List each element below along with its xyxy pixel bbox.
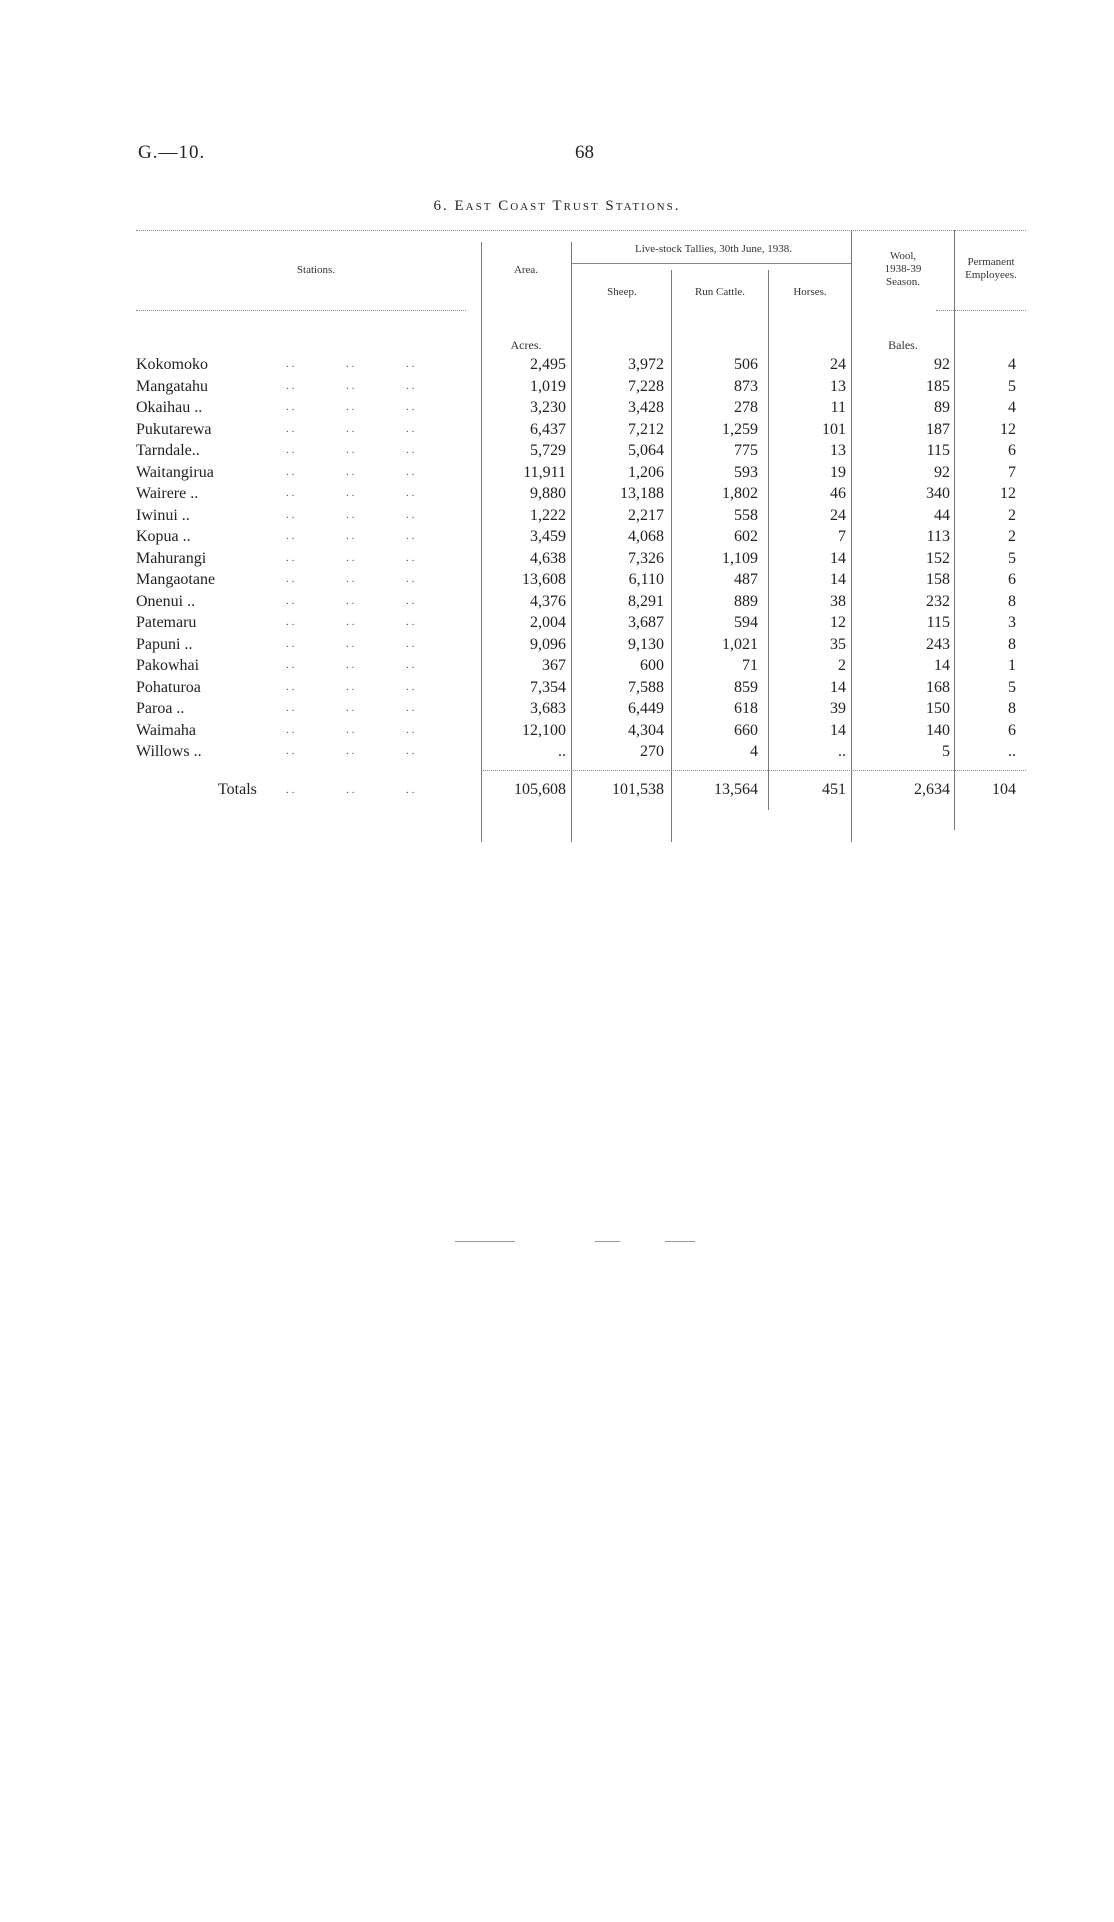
- cell-wool: 92: [934, 463, 950, 481]
- header-area: Area.: [513, 264, 539, 276]
- header-employees-line1: Permanent: [967, 256, 1015, 268]
- cell-area: 9,880: [530, 485, 566, 502]
- header-wool-line3: Season.: [886, 276, 920, 288]
- table-row: [136, 569, 1026, 591]
- cell-run-cattle: 618: [734, 700, 758, 717]
- totals-label: Totals: [218, 781, 257, 798]
- cell-wool: 92: [934, 356, 950, 373]
- cell-horses: 13: [830, 442, 846, 459]
- cell-employees: 5: [1008, 549, 1016, 567]
- table-row: [136, 505, 1026, 527]
- cell-run-cattle: 602: [734, 528, 758, 545]
- cell-sheep: 7,326: [628, 549, 664, 567]
- cell-employees: 4: [1008, 399, 1016, 416]
- station-name: Mangaotane: [136, 571, 216, 588]
- dot-leader: .. .. ..: [286, 659, 418, 671]
- header-wool-line2: 1938-39: [884, 263, 922, 275]
- station-name: Kopua ..: [136, 528, 191, 545]
- header-livestock: Live-stock Tallies, 30th June, 1938.: [635, 243, 792, 255]
- cell-horses: 14: [830, 571, 846, 588]
- station-name: Mahurangi: [136, 549, 207, 567]
- cell-run-cattle: 1,109: [722, 549, 758, 567]
- cell-run-cattle: 660: [734, 721, 758, 739]
- cell-area: 6,437: [530, 420, 566, 438]
- dot-leader: .. .. ..: [286, 422, 418, 435]
- cell-wool: 5: [942, 743, 950, 760]
- cell-horses: 7: [838, 528, 846, 545]
- cell-sheep: 13,188: [620, 485, 664, 502]
- cell-area: 7,354: [530, 678, 566, 696]
- station-name: Pakowhai: [136, 657, 200, 674]
- cell-employees: 8: [1008, 635, 1016, 653]
- cell-area: 2,495: [530, 356, 566, 373]
- cell-employees: 6: [1008, 721, 1016, 739]
- totals-wool: 2,634: [914, 781, 950, 798]
- totals-employees: 104: [992, 781, 1016, 798]
- cell-wool: 158: [926, 571, 950, 588]
- unit-wool: Bales.: [888, 338, 918, 352]
- cell-wool: 168: [926, 678, 950, 696]
- cell-sheep: 5,064: [628, 442, 664, 459]
- cell-run-cattle: 487: [734, 571, 758, 588]
- table-row: [136, 698, 1026, 720]
- section-end-rule-left: [455, 1241, 515, 1242]
- cell-horses: ..: [838, 743, 846, 760]
- table-row: [136, 354, 1026, 376]
- cell-area: 13,608: [522, 571, 566, 588]
- dot-leader: .. .. ..: [286, 573, 418, 585]
- cell-sheep: 3,972: [628, 356, 664, 373]
- header-employees: [956, 256, 1026, 282]
- dot-leader: .. .. ..: [286, 465, 418, 478]
- cell-horses: 2: [838, 657, 846, 674]
- dot-leader: .. .. ..: [286, 358, 418, 370]
- station-name: Papuni ..: [136, 635, 193, 653]
- cell-horses: 13: [830, 377, 846, 395]
- cell-horses: 46: [830, 485, 846, 502]
- cell-employees: 2: [1008, 506, 1016, 524]
- page-number: 68: [575, 142, 594, 163]
- dot-leader: .. .. ..: [286, 379, 418, 392]
- cell-employees: 8: [1008, 700, 1016, 717]
- cell-wool: 340: [926, 485, 950, 502]
- cell-sheep: 3,428: [628, 399, 664, 416]
- header-employees-line2: Employees.: [965, 269, 1017, 281]
- cell-run-cattle: 71: [742, 657, 758, 674]
- cell-area: 1,019: [530, 377, 566, 395]
- dot-leader: .. .. ..: [286, 637, 418, 650]
- cell-area: 9,096: [530, 635, 566, 653]
- cell-run-cattle: 594: [734, 614, 758, 631]
- cell-horses: 19: [830, 463, 846, 481]
- table-row: [136, 741, 1026, 763]
- page-reference: G.—10.: [138, 142, 206, 163]
- cell-wool: 232: [926, 592, 950, 610]
- totals-area: 105,608: [514, 781, 566, 798]
- cell-sheep: 7,228: [628, 377, 664, 395]
- cell-sheep: 7,588: [628, 678, 664, 696]
- header-bottom-rule: [136, 310, 466, 311]
- station-name: Wairere ..: [136, 485, 199, 502]
- cell-horses: 39: [830, 700, 846, 717]
- cell-horses: 24: [830, 506, 846, 524]
- cell-wool: 44: [934, 506, 950, 524]
- cell-wool: 89: [934, 399, 950, 416]
- cell-wool: 243: [926, 635, 950, 653]
- dot-leader: .. .. ..: [286, 702, 418, 714]
- cell-area: ..: [558, 743, 566, 760]
- cell-run-cattle: 593: [734, 463, 758, 481]
- station-name: Waimaha: [136, 721, 197, 739]
- section-end-rule-right: [665, 1241, 695, 1242]
- cell-wool: 150: [926, 700, 950, 717]
- cell-employees: 3: [1008, 614, 1016, 631]
- dot-leader: .. .. ..: [286, 616, 418, 628]
- table-row: [136, 655, 1026, 677]
- header-sheep: Sheep.: [607, 286, 637, 298]
- cell-horses: 11: [830, 399, 846, 416]
- cell-sheep: 6,449: [628, 700, 664, 717]
- station-name: Pohaturoa: [136, 678, 201, 696]
- cell-horses: 38: [830, 592, 846, 610]
- header-wool: [854, 250, 952, 289]
- cell-employees: 8: [1008, 592, 1016, 610]
- cell-wool: 14: [934, 657, 950, 674]
- cell-run-cattle: 278: [734, 399, 758, 416]
- cell-run-cattle: 1,802: [722, 485, 758, 502]
- cell-employees: 5: [1008, 678, 1016, 696]
- cell-area: 3,459: [530, 528, 566, 545]
- cell-run-cattle: 873: [734, 377, 758, 395]
- cell-employees: 4: [1008, 356, 1016, 373]
- station-name: Pukutarewa: [136, 420, 212, 438]
- station-name: Iwinui ..: [136, 506, 190, 524]
- totals-rule: [481, 770, 1026, 771]
- cell-run-cattle: 558: [734, 506, 758, 524]
- cell-employees: 12: [1000, 485, 1016, 502]
- dot-leader: .. .. ..: [286, 745, 418, 757]
- cell-area: 12,100: [522, 721, 566, 739]
- header-horses: Horses.: [793, 286, 827, 298]
- totals-sheep: 101,538: [612, 781, 664, 798]
- totals-horses: 451: [822, 781, 846, 798]
- cell-sheep: 1,206: [628, 463, 664, 481]
- cell-area: 2,004: [530, 614, 566, 631]
- cell-horses: 14: [830, 549, 846, 567]
- station-name: Waitangirua: [136, 463, 214, 481]
- table-body: [136, 354, 1026, 763]
- cell-wool: 140: [926, 721, 950, 739]
- table-row: [136, 419, 1026, 441]
- cell-horses: 14: [830, 721, 846, 739]
- cell-sheep: 4,304: [628, 721, 664, 739]
- cell-employees: 6: [1008, 442, 1016, 459]
- dot-leader: .. .. ..: [286, 401, 418, 413]
- cell-sheep: 600: [640, 657, 664, 674]
- station-name: Patemaru: [136, 614, 197, 631]
- table-row: [136, 548, 1026, 570]
- cell-employees: 2: [1008, 528, 1016, 545]
- dot-leader: .. .. ..: [286, 594, 418, 607]
- dot-leader: .. .. ..: [286, 680, 418, 693]
- header-top-rule: [136, 230, 1026, 231]
- cell-wool: 115: [926, 442, 950, 459]
- station-name: Paroa ..: [136, 700, 185, 717]
- cell-area: 1,222: [530, 506, 566, 524]
- dot-leader: .. .. ..: [286, 444, 418, 456]
- cell-wool: 185: [926, 377, 950, 395]
- cell-employees: 7: [1008, 463, 1016, 481]
- dot-leader: .. .. ..: [286, 530, 418, 542]
- cell-wool: 113: [926, 528, 950, 545]
- cell-horses: 14: [830, 678, 846, 696]
- cell-sheep: 6,110: [628, 571, 664, 588]
- cell-area: 5,729: [530, 442, 566, 459]
- header-stations: Stations.: [296, 264, 336, 276]
- cell-horses: 101: [822, 420, 846, 438]
- cell-run-cattle: 506: [734, 356, 758, 373]
- dot-leader: .. .. ..: [286, 487, 418, 499]
- cell-area: 3,683: [530, 700, 566, 717]
- cell-run-cattle: 775: [734, 442, 758, 459]
- livestock-group-rule: [571, 263, 851, 264]
- table-row: [136, 677, 1026, 699]
- station-name: Willows ..: [136, 743, 202, 760]
- dot-leader: .. .. ..: [286, 723, 418, 736]
- cell-wool: 187: [926, 420, 950, 438]
- cell-wool: 115: [926, 614, 950, 631]
- cell-sheep: 7,212: [628, 420, 664, 438]
- cell-employees: 12: [1000, 420, 1016, 438]
- table-row: [136, 526, 1026, 548]
- table-row: [136, 462, 1026, 484]
- section-end-rule-middle: [595, 1241, 620, 1242]
- table-row: [136, 591, 1026, 613]
- table-title: 6. East Coast Trust Stations.: [433, 198, 681, 214]
- cell-horses: 24: [830, 356, 846, 373]
- cell-run-cattle: 4: [750, 743, 758, 760]
- cell-run-cattle: 859: [734, 678, 758, 696]
- page-header: [0, 142, 1114, 166]
- station-name: Tarndale..: [136, 442, 200, 459]
- header-run-cattle: Run Cattle.: [694, 286, 746, 298]
- station-name: Mangatahu: [136, 377, 208, 395]
- table-row: [136, 483, 1026, 505]
- cell-sheep: 3,687: [628, 614, 664, 631]
- table-row: [136, 634, 1026, 656]
- totals-leader: .. .. ..: [286, 784, 418, 796]
- cell-sheep: 4,068: [628, 528, 664, 545]
- station-name: Kokomoko: [136, 356, 208, 373]
- table-row: [136, 440, 1026, 462]
- dot-leader: .. .. ..: [286, 551, 418, 564]
- unit-area: Acres.: [510, 338, 542, 352]
- header-wool-line1: Wool,: [889, 250, 917, 262]
- cell-employees: 6: [1008, 571, 1016, 588]
- table-row: [136, 720, 1026, 742]
- station-name: Okaihau ..: [136, 399, 203, 416]
- table-row: [136, 376, 1026, 398]
- totals-cattle: 13,564: [714, 781, 758, 798]
- table-row: [136, 397, 1026, 419]
- cell-run-cattle: 1,259: [722, 420, 758, 438]
- cell-sheep: 9,130: [628, 635, 664, 653]
- cell-horses: 12: [830, 614, 846, 631]
- cell-area: 367: [542, 657, 566, 674]
- cell-area: 11,911: [523, 463, 566, 481]
- cell-run-cattle: 1,021: [722, 635, 758, 653]
- cell-sheep: 270: [640, 743, 664, 760]
- cell-employees: 1: [1008, 657, 1016, 674]
- table-row: [136, 612, 1026, 634]
- cell-area: 4,638: [530, 549, 566, 567]
- header-bottom-rule-right: [936, 310, 1026, 311]
- cell-run-cattle: 889: [734, 592, 758, 610]
- cell-area: 3,230: [530, 399, 566, 416]
- cell-wool: 152: [926, 549, 950, 567]
- station-name: Onenui ..: [136, 592, 196, 610]
- cell-area: 4,376: [530, 592, 566, 610]
- cell-sheep: 2,217: [628, 506, 664, 524]
- cell-horses: 35: [830, 635, 846, 653]
- cell-employees: 5: [1008, 377, 1016, 395]
- dot-leader: .. .. ..: [286, 508, 418, 521]
- totals-row: [136, 778, 1026, 802]
- cell-employees: ..: [1008, 743, 1016, 760]
- cell-sheep: 8,291: [628, 592, 664, 610]
